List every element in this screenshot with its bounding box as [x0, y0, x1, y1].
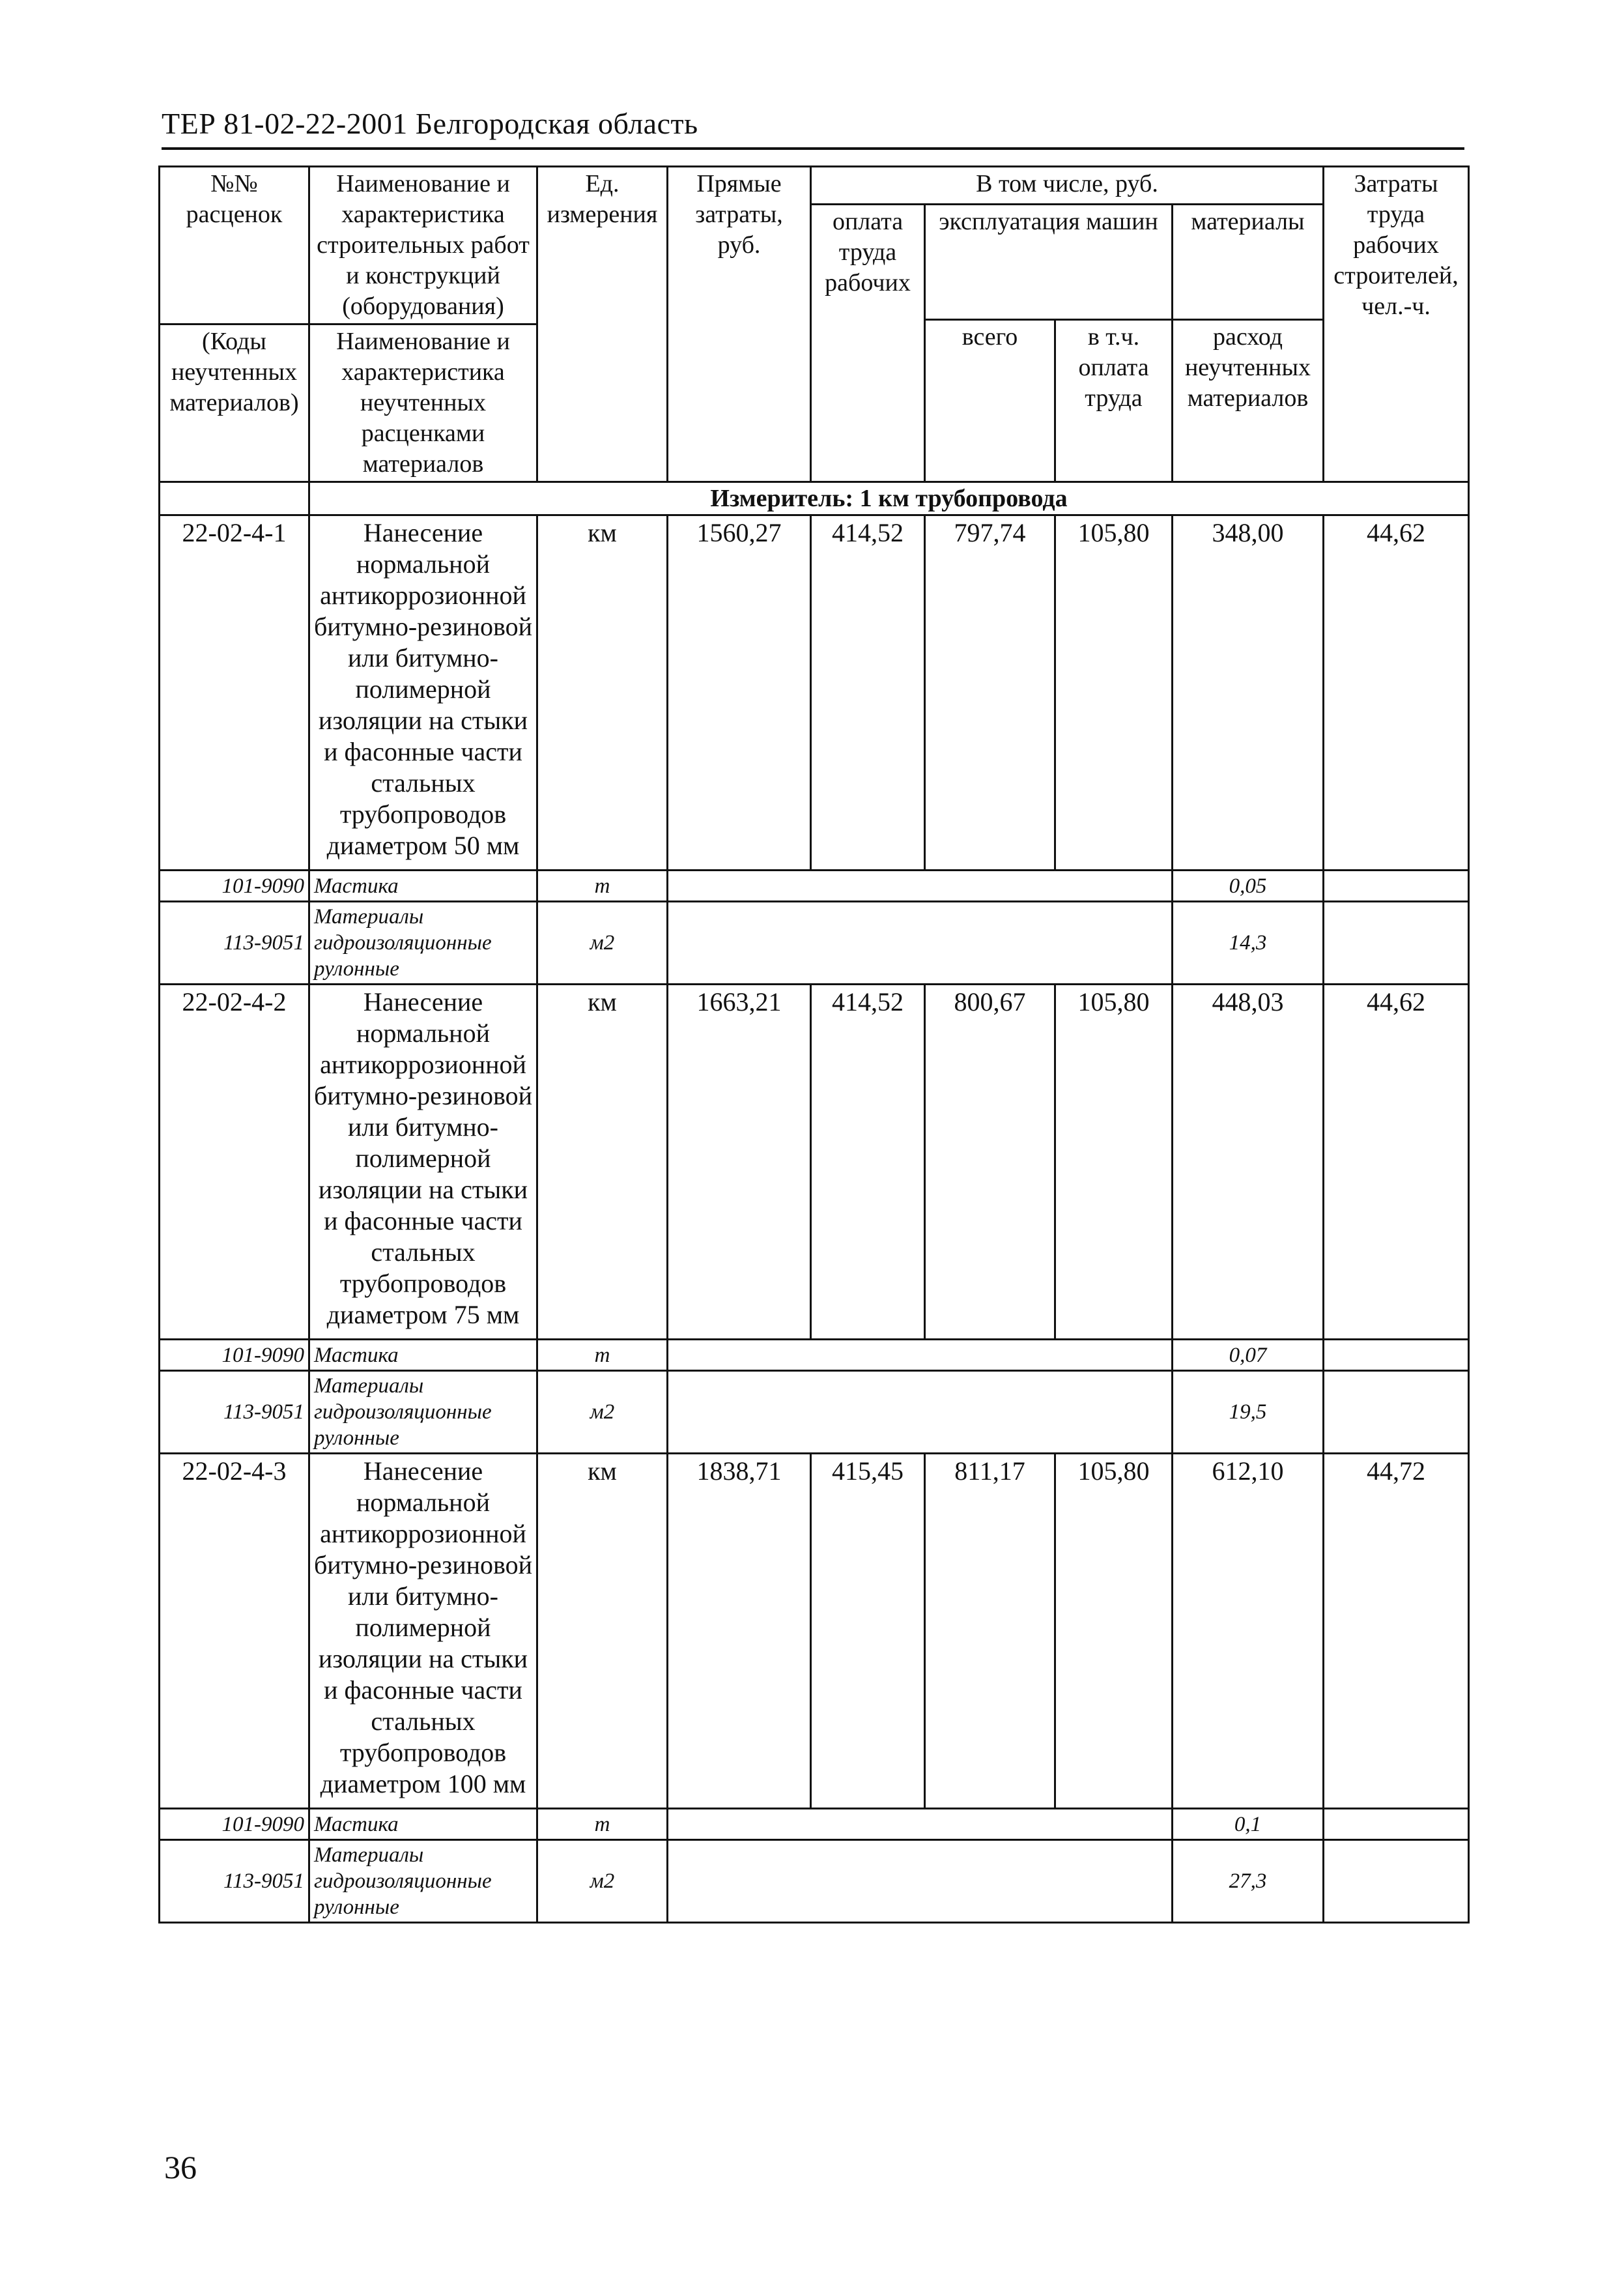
rate-materials: 348,00 [1173, 515, 1324, 871]
material-qty: 14,3 [1173, 902, 1324, 985]
material-code: 113-9051 [160, 902, 309, 985]
col-head-materials: материалы [1173, 205, 1324, 320]
rate-direct-cost: 1560,27 [668, 515, 811, 871]
material-row [160, 1340, 1469, 1371]
rate-labor-hours: 44,72 [1324, 1454, 1469, 1809]
rate-unit: км [537, 515, 668, 871]
material-code: 113-9051 [160, 1840, 309, 1923]
material-qty: 0,07 [1173, 1340, 1324, 1371]
material-qty: 19,5 [1173, 1371, 1324, 1454]
rate-labor-pay: 414,52 [811, 985, 925, 1340]
meter-spacer [160, 482, 309, 515]
col-head-unit: Ед. измерения [537, 167, 668, 482]
material-blank [1324, 871, 1469, 902]
col-head-labor-cost: Затраты труда рабочих строителей, чел.-ч. [1324, 167, 1469, 482]
material-code: 101-9090 [160, 1340, 309, 1371]
material-code: 113-9051 [160, 1371, 309, 1454]
material-row [160, 1809, 1469, 1840]
material-blank [668, 902, 1173, 985]
col-head-direct: Прямые затраты, руб. [668, 167, 811, 482]
rates-table [158, 166, 1470, 1924]
material-row [160, 1371, 1469, 1454]
material-blank [1324, 1340, 1469, 1371]
rate-description: Нанесение нормальной антикоррозионной битумно-резиновой или битумно-полимерной изоляции на стыки и фасонные части стальных трубопроводов диаметром 100 мм [309, 1454, 537, 1809]
material-name: Материалы гидроизоляционные рулонные [309, 1840, 537, 1923]
rate-machines-total: 811,17 [925, 1454, 1055, 1809]
col-head-machines: эксплуатация машин [925, 205, 1173, 320]
col-head-mach-total: всего [925, 320, 1055, 482]
material-name: Мастика [309, 1340, 537, 1371]
material-name: Материалы гидроизоляционные рулонные [309, 902, 537, 985]
rate-machines-total: 797,74 [925, 515, 1055, 871]
rate-labor-pay: 414,52 [811, 515, 925, 871]
meter-label: Измеритель: 1 км трубопровода [309, 482, 1469, 515]
rate-machines-labor: 105,80 [1055, 985, 1173, 1340]
rate-machines-labor: 105,80 [1055, 1454, 1173, 1809]
rate-direct-cost: 1838,71 [668, 1454, 811, 1809]
col-head-mach-incl: в т.ч. оплата труда [1055, 320, 1173, 482]
rate-row [160, 1454, 1469, 1809]
material-qty: 0,05 [1173, 871, 1324, 902]
meter-row [160, 482, 1469, 515]
material-blank [668, 1840, 1173, 1923]
rate-row [160, 985, 1469, 1340]
material-qty: 0,1 [1173, 1809, 1324, 1840]
rate-code: 22-02-4-1 [160, 515, 309, 871]
material-name: Мастика [309, 1809, 537, 1840]
material-blank [668, 1809, 1173, 1840]
material-blank [668, 1371, 1173, 1454]
material-blank [668, 1340, 1173, 1371]
material-name: Мастика [309, 871, 537, 902]
material-code: 101-9090 [160, 1809, 309, 1840]
rate-row [160, 515, 1469, 871]
material-blank [1324, 902, 1469, 985]
material-row [160, 902, 1469, 985]
col-head-labor: оплата труда рабочих [811, 205, 925, 482]
material-qty: 27,3 [1173, 1840, 1324, 1923]
material-unit: т [537, 1809, 668, 1840]
rate-machines-total: 800,67 [925, 985, 1055, 1340]
material-blank [1324, 1840, 1469, 1923]
material-blank [668, 871, 1173, 902]
col-head-incl: В том числе, руб. [811, 167, 1324, 205]
rate-description: Нанесение нормальной антикоррозионной битумно-резиновой или битумно-полимерной изоляции на стыки и фасонные части стальных трубопроводов диаметром 50 мм [309, 515, 537, 871]
header-row-1 [160, 167, 1469, 205]
rate-materials: 448,03 [1173, 985, 1324, 1340]
rate-machines-labor: 105,80 [1055, 515, 1173, 871]
material-name: Материалы гидроизоляционные рулонные [309, 1371, 537, 1454]
col-head-code: №№ расценок [160, 167, 309, 324]
col-head-name-alt: Наименование и характеристика неучтенных расценками материалов [309, 324, 537, 482]
material-blank [1324, 1809, 1469, 1840]
material-unit: т [537, 1340, 668, 1371]
col-head-code-alt: (Коды неучтенных материалов) [160, 324, 309, 482]
rate-materials: 612,10 [1173, 1454, 1324, 1809]
page-number: 36 [164, 2149, 197, 2185]
material-unit: т [537, 871, 668, 902]
material-blank [1324, 1371, 1469, 1454]
rate-direct-cost: 1663,21 [668, 985, 811, 1340]
material-unit: м2 [537, 1840, 668, 1923]
rate-labor-hours: 44,62 [1324, 985, 1469, 1340]
material-unit: м2 [537, 902, 668, 985]
rate-labor-pay: 415,45 [811, 1454, 925, 1809]
material-code: 101-9090 [160, 871, 309, 902]
rate-unit: км [537, 1454, 668, 1809]
material-row [160, 871, 1469, 902]
rate-code: 22-02-4-3 [160, 1454, 309, 1809]
rate-unit: км [537, 985, 668, 1340]
col-head-mat-usage: расход неучтенных материалов [1173, 320, 1324, 482]
material-unit: м2 [537, 1371, 668, 1454]
rate-labor-hours: 44,62 [1324, 515, 1469, 871]
rate-code: 22-02-4-2 [160, 985, 309, 1340]
rate-description: Нанесение нормальной антикоррозионной битумно-резиновой или битумно-полимерной изоляции на стыки и фасонные части стальных трубопроводов диаметром 75 мм [309, 985, 537, 1340]
material-row [160, 1840, 1469, 1923]
header-rule [162, 147, 1464, 150]
col-head-name: Наименование и характеристика строительных работ и конструкций (оборудования) [309, 167, 537, 324]
document-header: ТЕР 81-02-22-2001 Белгородская область [162, 107, 698, 140]
